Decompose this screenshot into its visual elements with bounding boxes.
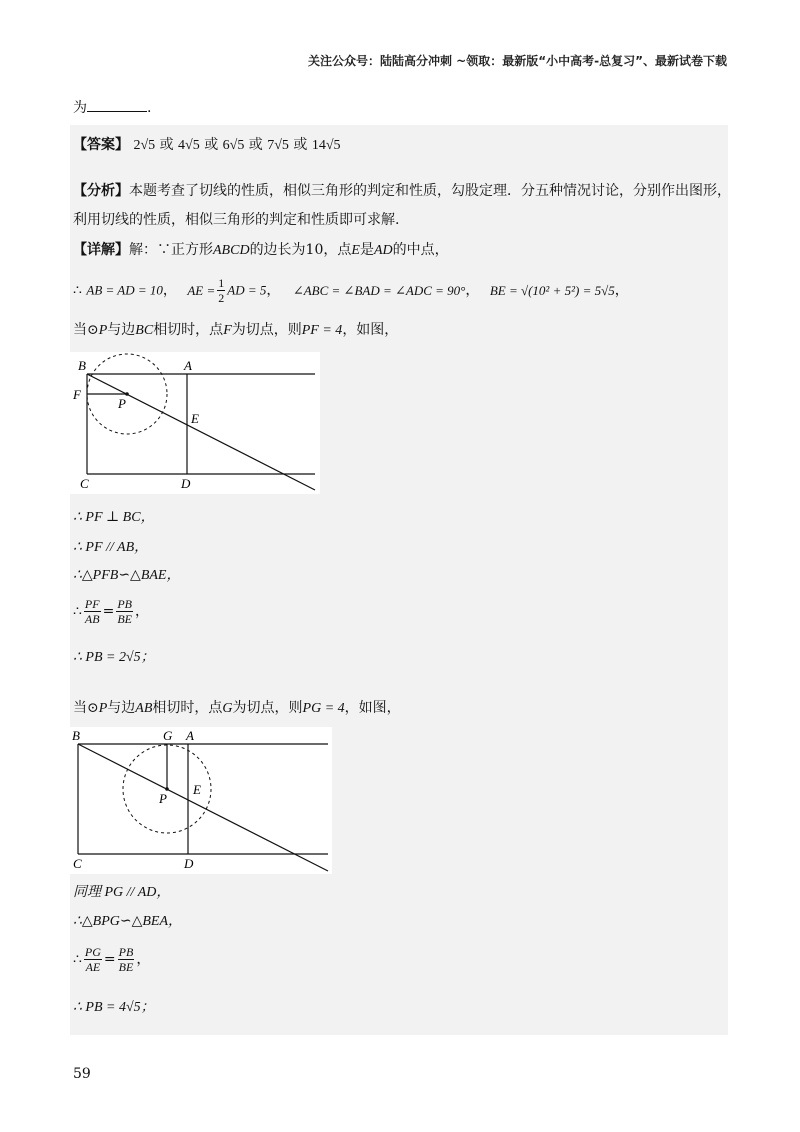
label-e: E [191, 411, 199, 426]
fraction: $\frac{PF}{AB}$ [84, 597, 100, 626]
page-number: 59 [73, 1066, 91, 1082]
label-b: B [78, 358, 86, 373]
answer-value: 6√5 [222, 138, 245, 153]
question-tail: 为 . [73, 100, 152, 116]
case2-step-2: ∴△BPG∽△BEA， [73, 914, 183, 929]
case2-intro: 当⊙P与边AB相切时，点G为切点，则PG = 4，如图， [73, 700, 401, 716]
figure-case2 [70, 727, 332, 874]
figure-background [70, 727, 332, 874]
page-header: 关注公众号：陆陆高分冲刺 ~领取：最新版“小中高考-总复习”、最新试卷下载 [308, 54, 727, 68]
case1-step-1: ∴ PF ⊥ BC， [73, 510, 155, 525]
label-f: F [73, 387, 81, 402]
label-c: C [80, 476, 89, 491]
answer-value: 7√5 [267, 138, 289, 153]
fraction: $\frac{PG}{AE}$ [84, 945, 101, 974]
analysis-line-2: 利用切线的性质，相似三角形的判定和性质即可求解. [73, 212, 400, 228]
case2-step-4: ∴ PB = 4√5； [73, 1000, 155, 1015]
case1-intro: 当⊙P与边BC相切时，点F为切点，则PF = 4，如图， [73, 322, 399, 338]
fraction: $\frac{PB}{BE}$ [117, 597, 132, 626]
label-p: P [159, 791, 167, 806]
answer-value: 14√5 [311, 138, 341, 153]
label-p: P [118, 396, 126, 411]
figure-case1 [70, 352, 320, 494]
label-a: A [184, 358, 192, 373]
answer-line: 【答案】 2√5 或 4√5 或 6√5 或 7√5 或 14√5 [73, 137, 341, 153]
given-line: ∴ AB = AD = 10， AE = $\frac{1}{2}$ AD = 5， ∠ABC = ∠BAD = ∠ADC = 90°， BE = √(10² + 5²) = 5√5， [73, 276, 629, 305]
case2-step-1: 同理 PG // AD， [73, 885, 171, 900]
label-d: D [184, 856, 194, 871]
detail-line: 【详解】解：∵正方形ABCD的边长为10，点E是AD的中点， [73, 242, 449, 258]
answer-value: 2√5 [133, 138, 156, 153]
label-d: D [181, 476, 191, 491]
case1-step-5: ∴ PB = 2√5； [73, 650, 155, 665]
fraction: $\frac{PB}{BE}$ [118, 945, 134, 974]
analysis-line-1: 【分析】本题考查了切线的性质，相似三角形的判定和性质，勾股定理．分五种情况讨论，分别作出图形， [73, 183, 731, 199]
label-e: E [193, 782, 201, 797]
fraction: $\frac{1}{2}$ [218, 276, 225, 305]
case1-step-4: ∴ $\frac{PF}{AB}$ = $\frac{PB}{BE}$ ， [73, 597, 149, 626]
label-g: G [163, 728, 173, 743]
label-c: C [73, 856, 82, 871]
case1-step-3: ∴△PFB∽△BAE， [73, 568, 181, 583]
answer-blank [87, 111, 147, 112]
case2-step-3: ∴ $\frac{PG}{AE}$ = $\frac{PB}{BE}$ ， [73, 945, 151, 974]
case1-step-2: ∴ PF // AB， [73, 540, 149, 555]
label-a: A [186, 728, 194, 743]
answer-value: 4√5 [178, 138, 200, 153]
label-b: B [72, 728, 80, 743]
